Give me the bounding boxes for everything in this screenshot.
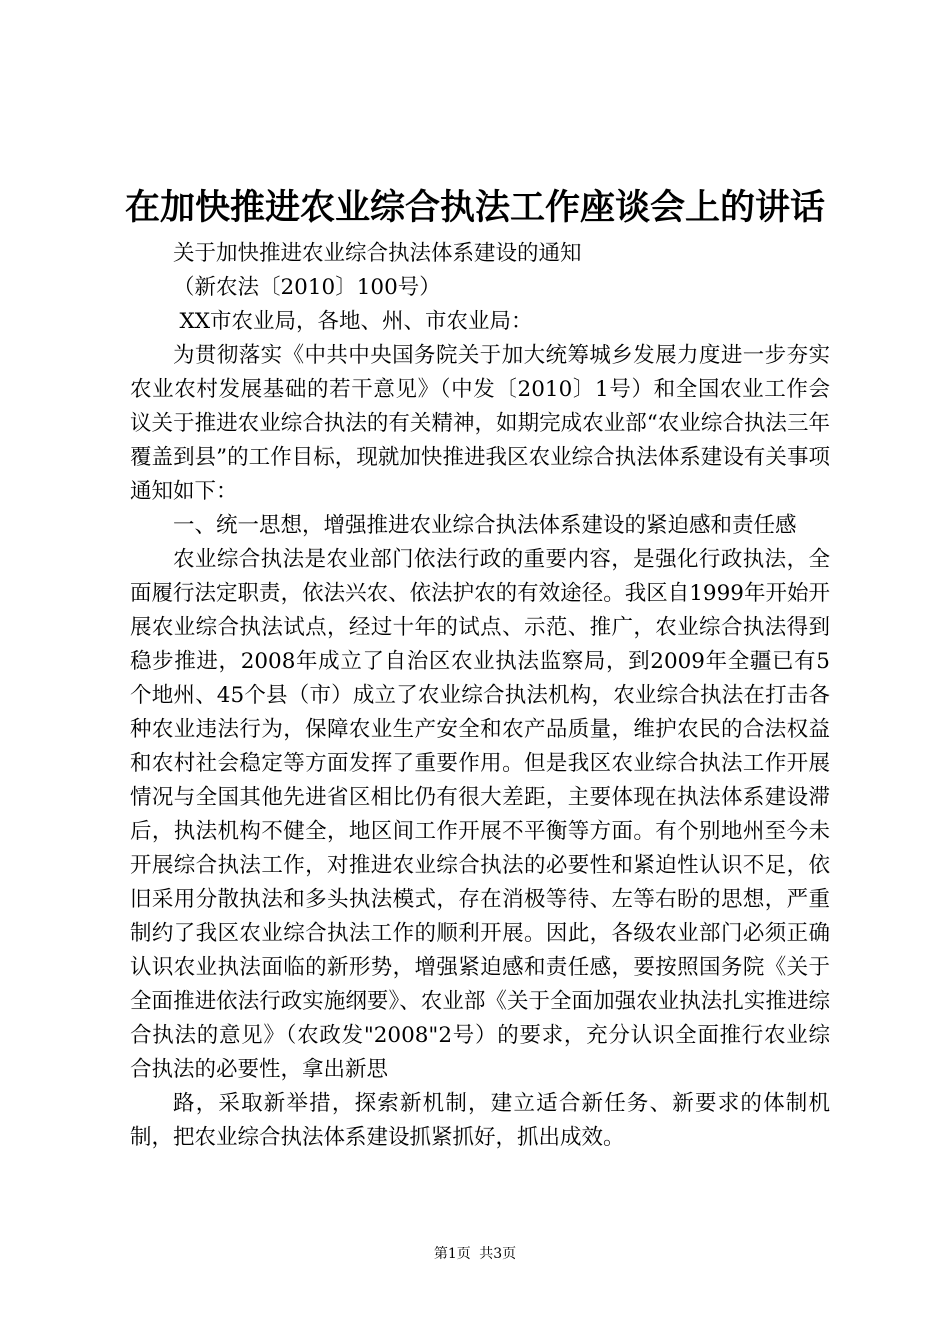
page-number: 第1页 [433,1246,471,1262]
paragraph-intro: 为贯彻落实《中共中央国务院关于加大统筹城乡发展力度进一步夯实农业农村发展基础的若干意见》（中发〔2010〕1号）和全国农业工作会议关于推进农业综合执法的有关精神，如期完成农业部“农业综合执法三年覆盖到县”的工作目标，现就加快推进我区农业综合执法体系建设有关事项通知如下： [130,343,830,504]
document-title: 在加快推进农业综合执法工作座谈会上的讲话 [124,187,825,228]
page-total: 共3页 [479,1246,517,1262]
document-body [130,237,830,1155]
page-footer [0,1244,950,1264]
salutation: XX市农业局，各地、州、市农业局： [179,309,533,334]
document-number: （新农法〔2010〕100号） [173,275,441,300]
section-heading-1: 一、统一思想，增强推进农业综合执法体系建设的紧迫感和责任感 [173,513,797,538]
notice-heading: 关于加快推进农业综合执法体系建设的通知 [173,241,582,266]
paragraph-continued: 路，采取新举措，探索新机制，建立适合新任务、新要求的体制机制，把农业综合执法体系建设抓紧抓好，抓出成效。 [130,1091,830,1150]
paragraph-section-1: 农业综合执法是农业部门依法行政的重要内容，是强化行政执法，全面履行法定职责，依法兴农、依法护农的有效途径。我区自1999年开始开展农业综合执法试点，经过十年的试点、示范、推广，农业综合执法得到稳步推进，2008年成立了自治区农业执法监察局，到2009年全疆已有5个地州、45个县（市）成立了农业综合执法机构，农业综合执法在打击各种农业违法行为，保障农业生产安全和农产品质量，维护农民的合法权益和农村社会稳定等方面发挥了重要作用。但是我区农业综合执法工作开展情况与全国其他先进省区相比仍有很大差距，主要体现在执法体系建设滞后，执法机构不健全，地区间工作开展不平衡等方面。有个别地州至今未开展综合执法工作，对推进农业综合执法的必要性和紧迫性认识不足，依旧采用分散执法和多头执法模式，存在消极等待、左等右盼的思想，严重制约了我区农业综合执法工作的顺利开展。因此，各级农业部门必须正确认识农业执法面临的新形势，增强紧迫感和责任感，要按照国务院《关于全面推进依法行政实施纲要》、农业部《关于全面加强农业执法扎实推进综合执法的意见》（农政发"2008"2号）的要求，充分认识全面推行农业综合执法的必要性，拿出新思 [130,547,830,1082]
